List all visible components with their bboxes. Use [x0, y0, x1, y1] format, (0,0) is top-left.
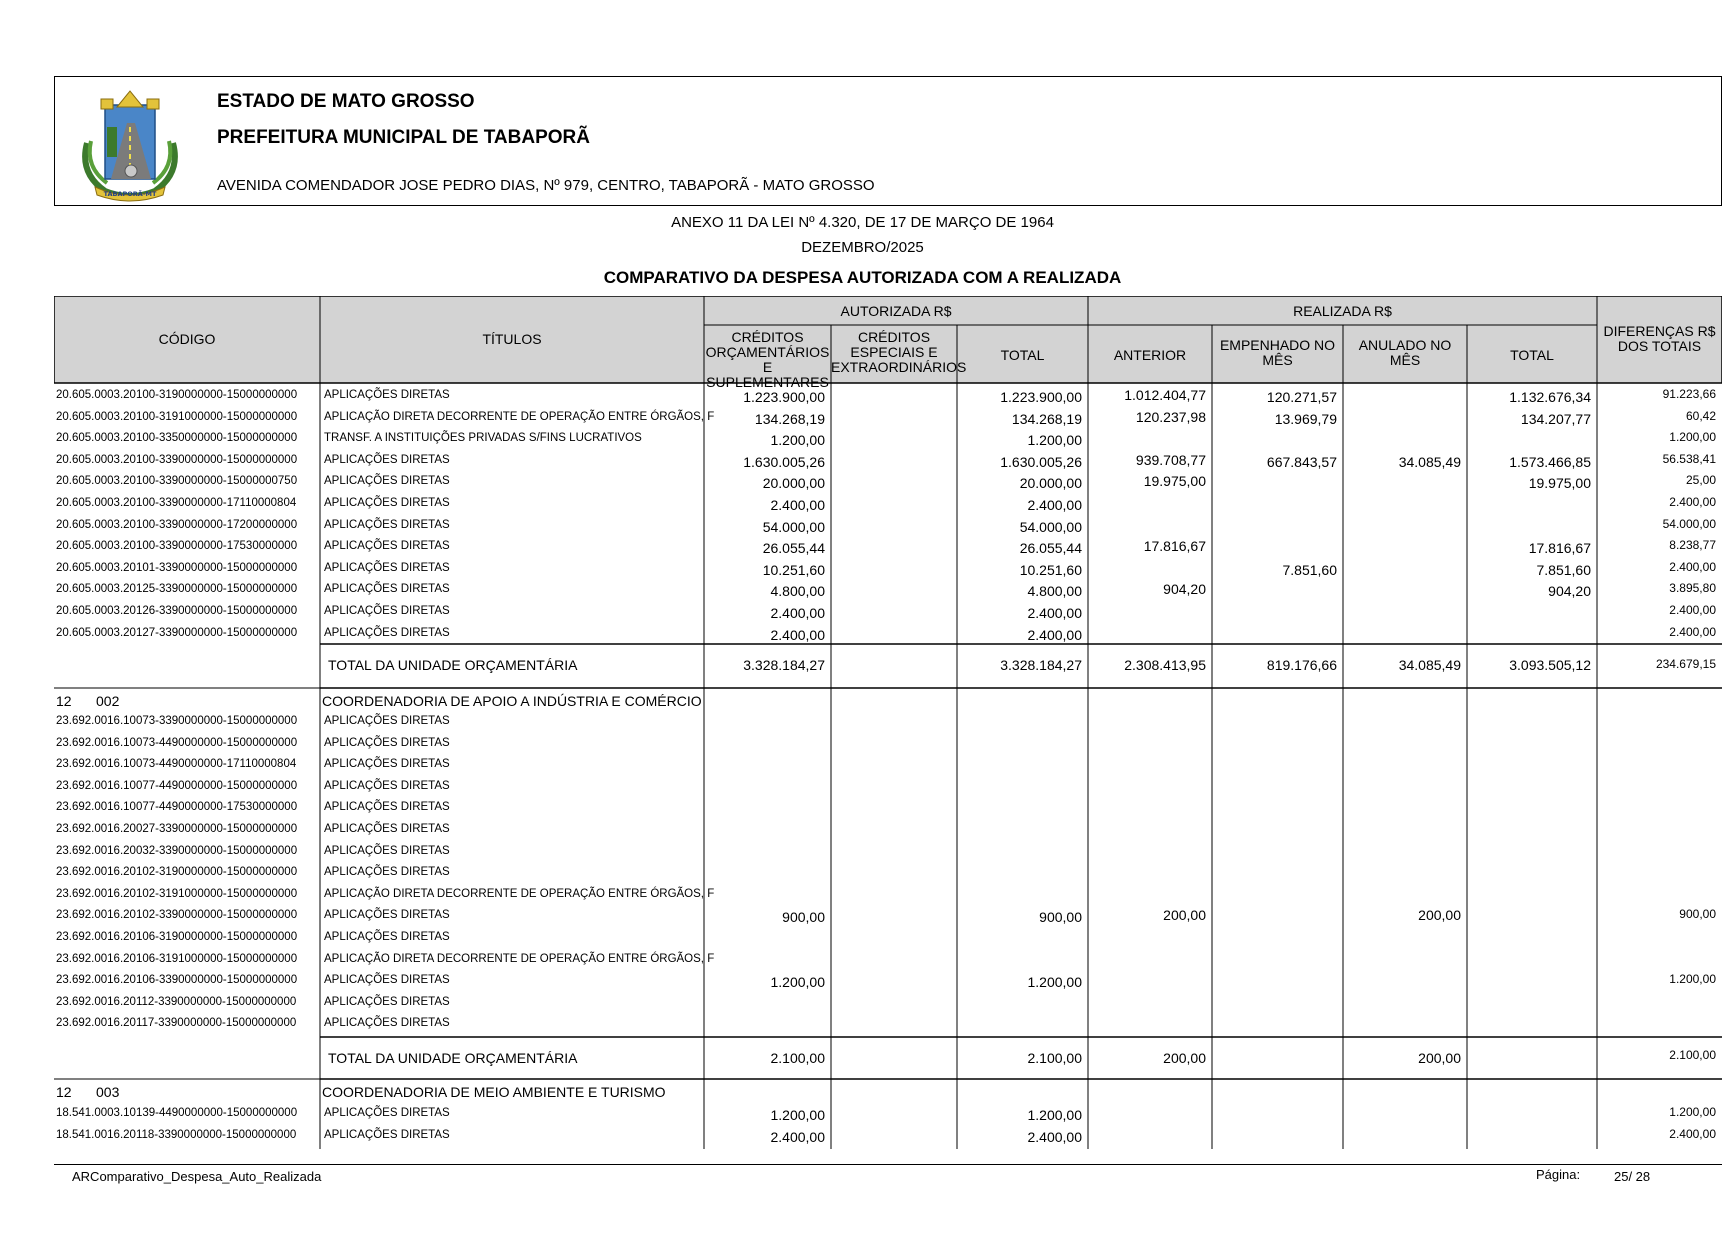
row-code: 23.692.0016.20032-3390000000-15000000000 — [56, 844, 298, 857]
row-code: 20.605.0003.20100-3390000000-17530000000 — [56, 540, 298, 553]
value-anulado: 34.085,49 — [1398, 453, 1461, 470]
row-code: 23.692.0016.20106-3191000000-15000000000 — [56, 952, 298, 965]
unit-code: 003 — [96, 1084, 120, 1100]
column-header-creditos-orcamentarios: CRÉDITOS ORÇAMENTÁRIOS E SUPLEMENTARES — [705, 329, 830, 390]
value-anterior: 904,20 — [1163, 581, 1206, 598]
value-creditos-orcamentarios: 26.055,44 — [762, 540, 825, 557]
value-total-autorizada: 4.800,00 — [1027, 583, 1082, 600]
column-header-titulos: TÍTULOS — [482, 331, 542, 347]
total-label: TOTAL DA UNIDADE ORÇAMENTÁRIA — [328, 1050, 578, 1066]
row-title: APLICAÇÕES DIRETAS — [324, 931, 450, 943]
page-number: 25/ 28 — [1614, 1169, 1651, 1184]
row-code: 20.605.0003.20100-3191000000-15000000000 — [56, 410, 298, 423]
prefecture-name: PREFEITURA MUNICIPAL DE TABAPORÃ — [217, 127, 590, 148]
column-header-anulado: ANULADO NO MÊS — [1358, 337, 1452, 368]
total-anterior: 2.308.413,95 — [1124, 657, 1206, 673]
address: AVENIDA COMENDADOR JOSE PEDRO DIAS, Nº 979, CENTRO, TABAPORÃ - MATO GROSSO — [217, 177, 875, 194]
column-header-codigo: CÓDIGO — [158, 331, 216, 347]
row-code: 20.605.0003.20127-3390000000-15000000000 — [56, 626, 298, 639]
value-anulado: 200,00 — [1418, 907, 1461, 924]
column-header-autorizada: AUTORIZADA R$ — [840, 303, 952, 319]
value-anterior: 19.975,00 — [1143, 473, 1206, 490]
row-title: APLICAÇÃO DIRETA DECORRENTE DE OPERAÇÃO ENTRE ÓRGÃOS, F — [324, 410, 715, 423]
value-diferenca: 2.400,00 — [1669, 1126, 1716, 1141]
value-total-autorizada: 10.251,60 — [1019, 561, 1082, 578]
unit-name: COORDENADORIA DE APOIO A INDÚSTRIA E COMÉRCIO — [322, 693, 702, 709]
row-code: 23.692.0016.10073-3390000000-15000000000 — [56, 715, 298, 727]
row-code: 23.692.0016.20102-3390000000-15000000000 — [56, 909, 298, 922]
value-empenhado: 667.843,57 — [1266, 453, 1337, 470]
value-total-realizada: 134.207,77 — [1520, 410, 1591, 427]
row-title: APLICAÇÕES DIRETAS — [324, 1017, 450, 1030]
value-total-autorizada: 26.055,44 — [1019, 540, 1082, 557]
value-creditos-orcamentarios: 2.400,00 — [770, 1128, 825, 1145]
row-title: TRANSF. A INSTITUIÇÕES PRIVADAS S/FINS LUCRATIVOS — [324, 432, 642, 445]
value-total-realizada: 1.132.676,34 — [1509, 389, 1591, 405]
period-line: DEZEMBRO/2025 — [801, 239, 924, 256]
total-anterior: 200,00 — [1163, 1050, 1206, 1066]
row-title: APLICAÇÕES DIRETAS — [324, 758, 450, 771]
total-label: TOTAL DA UNIDADE ORÇAMENTÁRIA — [328, 657, 578, 673]
row-code: 23.692.0016.10073-4490000000-15000000000 — [56, 736, 298, 749]
value-total-autorizada: 54.000,00 — [1019, 518, 1082, 535]
row-code: 20.605.0003.20125-3390000000-15000000000 — [56, 583, 298, 596]
value-diferenca: 8.238,77 — [1669, 538, 1716, 553]
value-diferenca: 1.200,00 — [1669, 1105, 1716, 1119]
total-diferenca: 2.100,00 — [1669, 1048, 1716, 1062]
total-creditos-orcamentarios: 3.328.184,27 — [743, 657, 825, 673]
row-code: 20.605.0003.20100-3190000000-15000000000 — [56, 389, 298, 401]
row-title: APLICAÇÕES DIRETAS — [324, 844, 450, 857]
value-total-autorizada: 1.200,00 — [1027, 1107, 1082, 1123]
value-creditos-orcamentarios: 2.400,00 — [770, 497, 825, 513]
column-header-total-realizada: TOTAL — [1510, 347, 1554, 363]
value-creditos-orcamentarios: 10.251,60 — [762, 561, 825, 578]
value-creditos-orcamentarios: 2.400,00 — [770, 626, 825, 643]
value-creditos-orcamentarios: 1.200,00 — [770, 1107, 825, 1123]
total-autorizada: 3.328.184,27 — [1000, 657, 1082, 673]
row-code: 23.692.0016.20106-3190000000-15000000000 — [56, 931, 298, 943]
row-title: APLICAÇÕES DIRETAS — [324, 518, 450, 531]
unit-org: 12 — [56, 1084, 72, 1100]
value-diferenca: 3.895,80 — [1669, 581, 1716, 596]
document-header — [54, 76, 1722, 206]
column-header-creditos-especiais: CRÉDITOS ESPECIAIS E EXTRAORDINÁRIOS — [831, 329, 967, 375]
value-total-realizada: 17.816,67 — [1528, 540, 1591, 557]
value-empenhado: 120.271,57 — [1266, 389, 1337, 405]
row-code: 23.692.0016.10077-4490000000-15000000000 — [56, 779, 298, 792]
row-title: APLICAÇÕES DIRETAS — [324, 823, 450, 835]
footer-rule — [54, 1164, 1722, 1165]
report-title: COMPARATIVO DA DESPESA AUTORIZADA COM A REALIZADA — [603, 268, 1122, 287]
row-code: 20.605.0003.20100-3390000000-15000000750 — [56, 475, 298, 488]
value-total-autorizada: 134.268,19 — [1011, 410, 1082, 427]
row-title: APLICAÇÕES DIRETAS — [324, 974, 450, 987]
value-empenhado: 7.851,60 — [1282, 561, 1337, 578]
row-title: APLICAÇÕES DIRETAS — [324, 866, 450, 879]
value-creditos-orcamentarios: 1.200,00 — [770, 974, 825, 991]
value-total-autorizada: 900,00 — [1039, 909, 1082, 926]
value-total-autorizada: 2.400,00 — [1027, 626, 1082, 643]
value-creditos-orcamentarios: 1.223.900,00 — [743, 389, 825, 405]
row-code: 23.692.0016.20106-3390000000-15000000000 — [56, 974, 298, 987]
expense-comparison-table — [54, 296, 1722, 1149]
value-anterior: 120.237,98 — [1135, 408, 1206, 425]
row-title: APLICAÇÃO DIRETA DECORRENTE DE OPERAÇÃO ENTRE ÓRGÃOS, F — [324, 887, 715, 900]
value-total-autorizada: 2.400,00 — [1027, 1128, 1082, 1145]
value-anterior: 1.012.404,77 — [1124, 387, 1206, 403]
value-total-realizada: 19.975,00 — [1528, 475, 1591, 492]
column-header-total-autorizada: TOTAL — [1000, 347, 1045, 363]
value-total-autorizada: 1.200,00 — [1027, 974, 1082, 991]
row-title: APLICAÇÕES DIRETAS — [324, 626, 450, 639]
row-title: APLICAÇÕES DIRETAS — [324, 1128, 450, 1141]
row-code: 20.605.0003.20100-3390000000-17110000804 — [56, 497, 297, 509]
total-creditos-orcamentarios: 2.100,00 — [770, 1050, 825, 1066]
row-title: APLICAÇÕES DIRETAS — [324, 715, 450, 727]
column-header-diferencas: DIFERENÇAS R$ DOS TOTAIS — [1603, 323, 1716, 354]
row-code: 23.692.0016.20102-3191000000-15000000000 — [56, 887, 298, 900]
row-title: APLICAÇÕES DIRETAS — [324, 475, 450, 488]
value-diferenca: 54.000,00 — [1662, 516, 1716, 531]
page-label: Página: — [1536, 1167, 1581, 1182]
value-creditos-orcamentarios: 4.800,00 — [770, 583, 825, 600]
total-anulado: 200,00 — [1418, 1050, 1461, 1066]
value-creditos-orcamentarios: 900,00 — [782, 909, 825, 926]
value-diferenca: 2.400,00 — [1669, 495, 1716, 509]
value-total-realizada: 1.573.466,85 — [1509, 453, 1591, 470]
row-title: APLICAÇÕES DIRETAS — [324, 779, 450, 792]
value-diferenca: 2.400,00 — [1669, 624, 1716, 639]
value-creditos-orcamentarios: 20.000,00 — [762, 475, 825, 492]
value-total-autorizada: 1.200,00 — [1027, 432, 1082, 449]
row-title: APLICAÇÕES DIRETAS — [324, 453, 450, 466]
row-code: 23.692.0016.10077-4490000000-17530000000 — [56, 801, 298, 814]
row-code: 20.605.0003.20100-3390000000-17200000000 — [56, 518, 298, 531]
value-anterior: 200,00 — [1163, 907, 1206, 924]
row-title: APLICAÇÕES DIRETAS — [324, 995, 450, 1008]
value-creditos-orcamentarios: 1.630.005,26 — [743, 453, 825, 470]
value-creditos-orcamentarios: 54.000,00 — [762, 518, 825, 535]
value-diferenca: 2.400,00 — [1669, 603, 1716, 617]
value-diferenca: 56.538,41 — [1662, 451, 1716, 466]
row-title: APLICAÇÕES DIRETAS — [324, 801, 450, 814]
value-diferenca: 1.200,00 — [1669, 972, 1716, 987]
row-code: 23.692.0016.20027-3390000000-15000000000 — [56, 823, 298, 835]
svg-text:TABAPORÃ-MT: TABAPORÃ-MT — [103, 190, 157, 198]
total-diferenca: 234.679,15 — [1655, 657, 1716, 671]
row-title: APLICAÇÕES DIRETAS — [324, 909, 450, 922]
unit-code: 002 — [96, 693, 120, 709]
value-empenhado: 13.969,79 — [1274, 410, 1337, 427]
row-title: APLICAÇÕES DIRETAS — [324, 605, 450, 617]
value-diferenca: 1.200,00 — [1669, 430, 1716, 445]
row-code: 23.692.0016.20102-3190000000-15000000000 — [56, 866, 298, 879]
state-name: ESTADO DE MATO GROSSO — [217, 91, 475, 112]
row-code: 18.541.0016.20118-3390000000-15000000000 — [56, 1128, 297, 1141]
municipal-crest-icon — [75, 83, 185, 203]
value-total-autorizada: 20.000,00 — [1019, 475, 1082, 492]
value-diferenca: 900,00 — [1679, 907, 1716, 922]
row-title: APLICAÇÕES DIRETAS — [324, 561, 450, 574]
value-anterior: 939.708,77 — [1135, 451, 1206, 468]
row-title: APLICAÇÕES DIRETAS — [324, 1107, 450, 1119]
value-total-autorizada: 1.223.900,00 — [1000, 389, 1082, 405]
row-code: 20.605.0003.20100-3390000000-15000000000 — [56, 453, 298, 466]
row-title: APLICAÇÕES DIRETAS — [324, 497, 450, 509]
row-code: 23.692.0016.20117-3390000000-15000000000 — [56, 1017, 297, 1030]
row-title: APLICAÇÕES DIRETAS — [324, 583, 450, 596]
column-header-anterior: ANTERIOR — [1113, 347, 1187, 363]
row-title: APLICAÇÕES DIRETAS — [324, 540, 450, 553]
unit-name: COORDENADORIA DE MEIO AMBIENTE E TURISMO — [322, 1084, 666, 1100]
value-total-autorizada: 2.400,00 — [1027, 497, 1082, 513]
value-anterior: 17.816,67 — [1143, 538, 1206, 555]
value-total-autorizada: 1.630.005,26 — [1000, 453, 1082, 470]
row-title: APLICAÇÕES DIRETAS — [324, 389, 450, 401]
value-creditos-orcamentarios: 2.400,00 — [770, 605, 825, 621]
unit-org: 12 — [56, 693, 72, 709]
annex-line: ANEXO 11 DA LEI Nº 4.320, DE 17 DE MARÇO DE 1964 — [671, 214, 1054, 231]
row-code: 23.692.0016.20112-3390000000-15000000000 — [56, 995, 297, 1008]
value-creditos-orcamentarios: 1.200,00 — [770, 432, 825, 449]
row-code: 23.692.0016.10073-4490000000-17110000804 — [56, 758, 297, 771]
value-total-autorizada: 2.400,00 — [1027, 605, 1082, 621]
report-file-name: ARComparativo_Despesa_Auto_Realizada — [72, 1169, 322, 1184]
row-title: APLICAÇÃO DIRETA DECORRENTE DE OPERAÇÃO ENTRE ÓRGÃOS, F — [324, 952, 715, 965]
value-diferenca: 2.400,00 — [1669, 559, 1716, 574]
total-autorizada: 2.100,00 — [1027, 1050, 1082, 1066]
column-header-empenhado: EMPENHADO NO MÊS — [1219, 337, 1336, 368]
value-creditos-orcamentarios: 134.268,19 — [754, 410, 825, 427]
total-realizada: 3.093.505,12 — [1509, 657, 1591, 673]
row-code: 18.541.0003.10139-4490000000-15000000000 — [56, 1107, 298, 1119]
value-diferenca: 91.223,66 — [1662, 387, 1716, 401]
value-diferenca: 25,00 — [1685, 473, 1716, 488]
row-title: APLICAÇÕES DIRETAS — [324, 736, 450, 749]
row-code: 20.605.0003.20101-3390000000-15000000000 — [56, 561, 298, 574]
value-diferenca: 60,42 — [1685, 408, 1716, 423]
row-code: 20.605.0003.20100-3350000000-15000000000 — [56, 432, 298, 445]
value-total-realizada: 904,20 — [1548, 583, 1591, 600]
value-total-realizada: 7.851,60 — [1536, 561, 1591, 578]
total-anulado: 34.085,49 — [1398, 657, 1461, 673]
row-code: 20.605.0003.20126-3390000000-15000000000 — [56, 605, 298, 617]
column-header-realizada: REALIZADA R$ — [1293, 303, 1392, 319]
total-empenhado: 819.176,66 — [1266, 657, 1337, 673]
